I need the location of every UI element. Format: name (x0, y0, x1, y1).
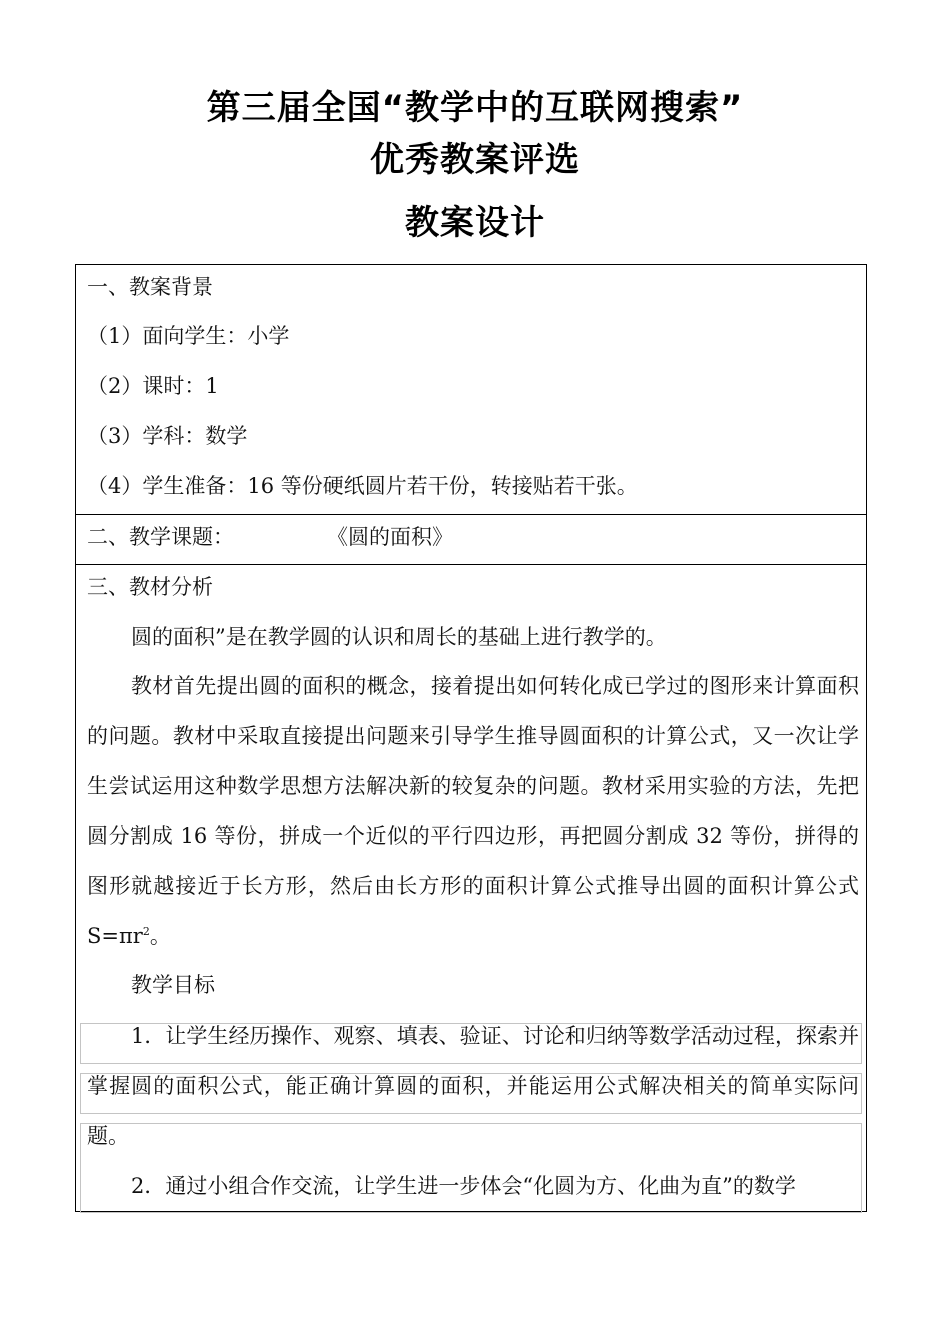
formula-exponent: 2 (142, 925, 150, 938)
goal-2: 2．通过小组合作交流，让学生进一步体会“化圆为方、化曲为直”的数学 (131, 1174, 796, 1198)
analysis-intro: 圆的面积”是在教学圆的认识和周长的基础上进行教学的。 (131, 625, 667, 649)
document-heading: 教案设计 (405, 203, 545, 243)
background-item-hours: （2）课时：1 (87, 374, 219, 398)
document-subtitle: 优秀教案评选 (370, 140, 580, 180)
section-heading-background: 一、教案背景 (87, 275, 213, 299)
lesson-topic: 《圆的面积》 (327, 525, 453, 549)
section-heading-topic: 二、教学课题： (87, 525, 234, 549)
analysis-text: 教材首先提出圆的面积的概念，接着提出如何转化成已学过的图形来计算面积的问题。教材中采取直接提出问题来引导学生推导圆面积的计算公式，又一次让学生尝试运用这种数学思想方法解决新的较复杂的问题。教材采用实验的方法，先把圆分割成 16 等份，拼成一个近似的平行四边形，再把圆分割成 32 等份，拼得的图形就越接近于长方形，然后由长方形的面积计算公式推导出圆的面积计算公式 S=πr (87, 674, 859, 948)
table-divider (75, 564, 867, 565)
analysis-paragraph (87, 661, 859, 961)
document-title: 第三届全国“教学中的互联网搜索” (206, 88, 744, 128)
table-divider (75, 514, 867, 515)
background-item-preparation: （4）学生准备：16 等份硬纸圆片若干份，转接贴若干张。 (87, 474, 638, 498)
background-item-students: （1）面向学生：小学 (87, 324, 290, 348)
background-item-subject: （3）学科：数学 (87, 424, 248, 448)
formula-end: 。 (149, 924, 171, 948)
section-heading-analysis: 三、教材分析 (87, 575, 213, 599)
goal-1: 1．让学生经历操作、观察、填表、验证、讨论和归纳等数学活动过程，探索并掌握圆的面积公式，能正确计算圆的面积，并能运用公式解决相关的简单实际问题。 (87, 1024, 859, 1148)
goals-heading: 教学目标 (131, 973, 215, 997)
